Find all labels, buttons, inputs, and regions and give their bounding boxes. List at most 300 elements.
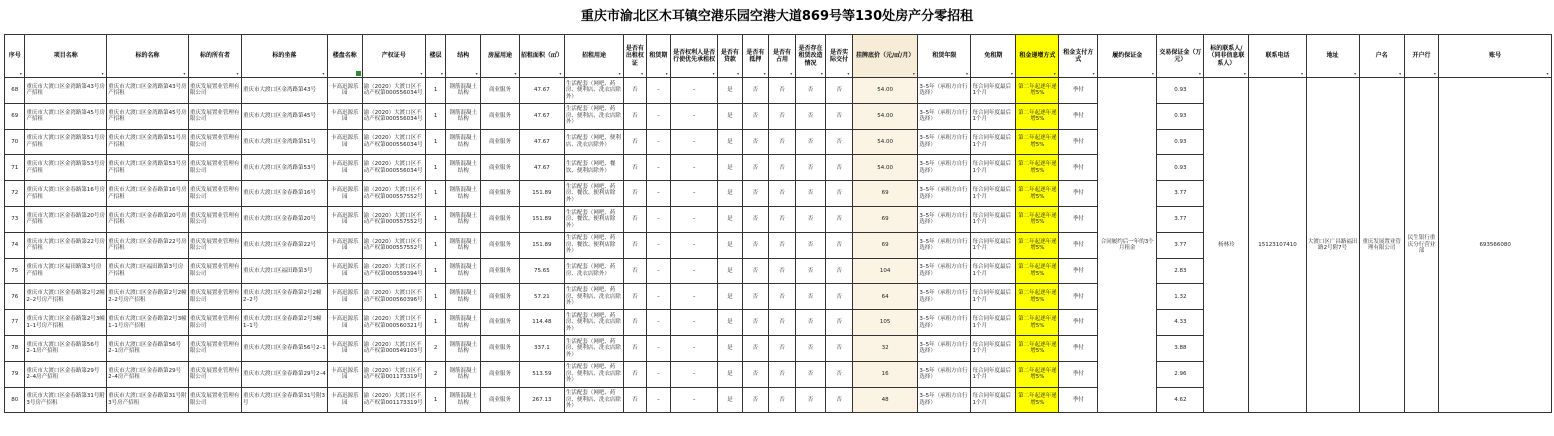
- cell-payment[interactable]: 季付: [1059, 258, 1098, 284]
- cell-c5[interactable]: 否: [742, 181, 769, 207]
- cell-structure[interactable]: 钢筋混凝土结构: [446, 387, 481, 413]
- cell-increase[interactable]: 第二年起逐年递增5%: [1016, 284, 1059, 310]
- cell-price[interactable]: 54.00: [852, 155, 917, 181]
- cell-area[interactable]: 267.13: [519, 387, 564, 413]
- cell-area[interactable]: 151.89: [519, 232, 564, 258]
- cell-floor[interactable]: 1: [425, 387, 445, 413]
- cell-c7[interactable]: 否: [795, 335, 826, 361]
- cell-use[interactable]: 商业服务: [481, 103, 520, 129]
- cell-location[interactable]: 重庆市大渡口区金湾路第45号: [242, 103, 328, 129]
- cell-use[interactable]: 商业服务: [481, 284, 520, 310]
- cell-location[interactable]: 重庆市大渡口区金湾路第43号: [242, 78, 328, 104]
- cell-no[interactable]: 72: [5, 181, 25, 207]
- cell-use[interactable]: 商业服务: [481, 129, 520, 155]
- cell-c4[interactable]: 是: [718, 155, 743, 181]
- cell-floor[interactable]: 1: [425, 155, 445, 181]
- cell-area[interactable]: 75.65: [519, 258, 564, 284]
- cell-target[interactable]: 重庆市大渡口区金春路第29号2–4房产招租: [107, 361, 189, 387]
- col-header[interactable]: 序号 ▾: [5, 35, 25, 78]
- cell-owner[interactable]: 重庆发展置业管理有限公司: [188, 258, 241, 284]
- col-header[interactable]: 是否有贷款 ▾: [718, 35, 743, 78]
- cell-payment[interactable]: 季付: [1059, 129, 1098, 155]
- cell-building[interactable]: 卡高迅源乐园: [327, 181, 362, 207]
- cell-structure[interactable]: 钢筋混凝土结构: [446, 129, 481, 155]
- cell-payment[interactable]: 季付: [1059, 206, 1098, 232]
- cell-free[interactable]: 每合同年度最后1个月: [971, 335, 1016, 361]
- cell-owner[interactable]: 重庆发展置业管理有限公司: [188, 206, 241, 232]
- col-header[interactable]: 标的坐落 ▾: [242, 35, 328, 78]
- cell-location[interactable]: 重庆市大渡口区金春路第22号: [242, 232, 328, 258]
- cell-c2[interactable]: –: [646, 155, 671, 181]
- cell-structure[interactable]: 钢筋混凝土结构: [446, 335, 481, 361]
- cell-c5[interactable]: 否: [742, 78, 769, 104]
- cell-c8[interactable]: 否: [826, 181, 853, 207]
- cell-no[interactable]: 73: [5, 206, 25, 232]
- cell-area[interactable]: 513.59: [519, 361, 564, 387]
- cell-c4[interactable]: 是: [718, 206, 743, 232]
- cell-free[interactable]: 每合同年度最后1个月: [971, 129, 1016, 155]
- cell-c1[interactable]: 否: [624, 103, 646, 129]
- cell-c2[interactable]: –: [646, 284, 671, 310]
- col-header[interactable]: 标的名称 ▾: [107, 35, 189, 78]
- cell-structure[interactable]: 钢筋混凝土结构: [446, 284, 481, 310]
- cell-cert[interactable]: 渝（2020）大渡口区不动产权第000559394号: [362, 258, 425, 284]
- col-header[interactable]: 项目名称 ▾: [25, 35, 107, 78]
- cell-c3[interactable]: –: [671, 129, 718, 155]
- cell-c1[interactable]: 否: [624, 387, 646, 413]
- cell-increase[interactable]: 第二年起逐年递增5%: [1016, 335, 1059, 361]
- cell-increase[interactable]: 第二年起逐年递增5%: [1016, 181, 1059, 207]
- cell-structure[interactable]: 钢筋混凝土结构: [446, 232, 481, 258]
- cell-c2[interactable]: –: [646, 206, 671, 232]
- cell-payment[interactable]: 季付: [1059, 310, 1098, 336]
- cell-price[interactable]: 69: [852, 206, 917, 232]
- cell-area[interactable]: 151.89: [519, 181, 564, 207]
- cell-cert[interactable]: 渝（2020）大渡口区不动产权第000557552号: [362, 206, 425, 232]
- cell-deposit[interactable]: 4.62: [1157, 387, 1204, 413]
- col-header[interactable]: 地址 ▾: [1306, 35, 1359, 78]
- cell-c1[interactable]: 否: [624, 361, 646, 387]
- col-header[interactable]: 房屋用途 ▾: [481, 35, 520, 78]
- cell-c4[interactable]: 是: [718, 103, 743, 129]
- cell-price[interactable]: 16: [852, 361, 917, 387]
- cell-floor[interactable]: 1: [425, 129, 445, 155]
- cell-building[interactable]: 卡高迅源乐园: [327, 129, 362, 155]
- cell-c8[interactable]: 否: [826, 310, 853, 336]
- col-header[interactable]: 楼盘名称: [327, 35, 362, 78]
- cell-c4[interactable]: 是: [718, 310, 743, 336]
- cell-structure[interactable]: 钢筋混凝土结构: [446, 155, 481, 181]
- col-header[interactable]: 租金递增方式 ▾: [1016, 35, 1059, 78]
- cell-building[interactable]: 卡高迅源乐园: [327, 206, 362, 232]
- cell-use[interactable]: 商业服务: [481, 387, 520, 413]
- cell-target[interactable]: 重庆市大渡口区金湾路第43号房产招租: [107, 78, 189, 104]
- cell-payment[interactable]: 季付: [1059, 335, 1098, 361]
- cell-cert[interactable]: 渝（2020）大渡口区不动产权第000556034号: [362, 78, 425, 104]
- col-header[interactable]: 联系电话 ▾: [1249, 35, 1306, 78]
- cell-c3[interactable]: –: [671, 310, 718, 336]
- cell-cert[interactable]: 渝（2020）大渡口区不动产权第000556034号: [362, 103, 425, 129]
- cell-increase[interactable]: 第二年起逐年递增5%: [1016, 232, 1059, 258]
- cell-purpose[interactable]: 生活配套（网吧、药房、便利店、洗衣店除外）: [564, 361, 623, 387]
- cell-project[interactable]: 重庆市大渡口区金春路第31号附3号房产招租: [25, 387, 107, 413]
- cell-c8[interactable]: 否: [826, 232, 853, 258]
- cell-purpose[interactable]: 生活配套（网吧、药房、便利店、洗衣店除外）: [564, 387, 623, 413]
- cell-structure[interactable]: 钢筋混凝土结构: [446, 206, 481, 232]
- cell-c3[interactable]: –: [671, 155, 718, 181]
- cell-project[interactable]: 重庆市大渡口区金春路第56号2–1房产招租: [25, 335, 107, 361]
- cell-structure[interactable]: 钢筋混凝土结构: [446, 181, 481, 207]
- cell-increase[interactable]: 第二年起逐年递增5%: [1016, 155, 1059, 181]
- cell-building[interactable]: 卡高迅源乐园: [327, 284, 362, 310]
- cell-price[interactable]: 104: [852, 258, 917, 284]
- cell-free[interactable]: 每合同年度最后1个月: [971, 232, 1016, 258]
- cell-cert[interactable]: 渝（2020）大渡口区不动产权第001173319号: [362, 387, 425, 413]
- cell-price[interactable]: 64: [852, 284, 917, 310]
- cell-location[interactable]: 重庆市大渡口区福田路第3号: [242, 258, 328, 284]
- cell-use[interactable]: 商业服务: [481, 78, 520, 104]
- cell-project[interactable]: 重庆市大渡口区金湾路第43号房产招租: [25, 78, 107, 104]
- cell-location[interactable]: 重庆市大渡口区金春路第2号2幢2–2号: [242, 284, 328, 310]
- cell-purpose[interactable]: 生活配套（网吧、药房、餐饮、便利店除外）: [564, 206, 623, 232]
- cell-increase[interactable]: 第二年起逐年递增5%: [1016, 206, 1059, 232]
- cell-c7[interactable]: 否: [795, 78, 826, 104]
- cell-target[interactable]: 重庆市大渡口区金春路第20号房产招租: [107, 206, 189, 232]
- cell-target[interactable]: 重庆市大渡口区金湾路第53号房产招租: [107, 155, 189, 181]
- cell-c6[interactable]: 否: [769, 310, 796, 336]
- cell-c7[interactable]: 否: [795, 129, 826, 155]
- cell-owner[interactable]: 重庆发展置业管理有限公司: [188, 387, 241, 413]
- cell-c3[interactable]: –: [671, 335, 718, 361]
- cell-building[interactable]: 卡高迅源乐园: [327, 387, 362, 413]
- cell-deposit[interactable]: 1.32: [1157, 284, 1204, 310]
- cell-area[interactable]: 47.67: [519, 78, 564, 104]
- col-header[interactable]: 免租期 ▾: [971, 35, 1016, 78]
- cell-location[interactable]: 重庆市大渡口区金春路第2号3幢1–1号: [242, 310, 328, 336]
- cell-c2[interactable]: –: [646, 181, 671, 207]
- cell-free[interactable]: 每合同年度最后1个月: [971, 258, 1016, 284]
- cell-c6[interactable]: 否: [769, 387, 796, 413]
- cell-c4[interactable]: 是: [718, 387, 743, 413]
- cell-project[interactable]: 重庆市大渡口区金春路第2号3幢1–1号房产招租: [25, 310, 107, 336]
- cell-free[interactable]: 每合同年度最后1个月: [971, 387, 1016, 413]
- cell-increase[interactable]: 第二年起逐年递增5%: [1016, 361, 1059, 387]
- cell-c4[interactable]: 是: [718, 258, 743, 284]
- cell-c6[interactable]: 否: [769, 284, 796, 310]
- cell-c4[interactable]: 是: [718, 78, 743, 104]
- cell-target[interactable]: 重庆市大渡口区金春路第22号房产招租: [107, 232, 189, 258]
- cell-owner[interactable]: 重庆发展置业管理有限公司: [188, 103, 241, 129]
- cell-free[interactable]: 每合同年度最后1个月: [971, 78, 1016, 104]
- cell-c4[interactable]: 是: [718, 361, 743, 387]
- cell-c5[interactable]: 否: [742, 335, 769, 361]
- cell-c4[interactable]: 是: [718, 232, 743, 258]
- cell-price[interactable]: 54.00: [852, 129, 917, 155]
- cell-c2[interactable]: –: [646, 387, 671, 413]
- cell-use[interactable]: 商业服务: [481, 181, 520, 207]
- cell-c7[interactable]: 否: [795, 206, 826, 232]
- cell-use[interactable]: 商业服务: [481, 310, 520, 336]
- cell-c1[interactable]: 否: [624, 206, 646, 232]
- cell-project[interactable]: 重庆市大渡口区金湾路第45号房产招租: [25, 103, 107, 129]
- cell-no[interactable]: 74: [5, 232, 25, 258]
- col-header[interactable]: 交易保证金（万元） ▾: [1157, 35, 1204, 78]
- cell-target[interactable]: 重庆市大渡口区金春路第56号2–1房产招租: [107, 335, 189, 361]
- cell-free[interactable]: 每合同年度最后1个月: [971, 103, 1016, 129]
- cell-c7[interactable]: 否: [795, 232, 826, 258]
- cell-years[interactable]: 3–5年（承租方自行选择）: [918, 129, 971, 155]
- cell-c6[interactable]: 否: [769, 155, 796, 181]
- cell-no[interactable]: 77: [5, 310, 25, 336]
- cell-c6[interactable]: 否: [769, 258, 796, 284]
- col-header[interactable]: 楼层 ▾: [425, 35, 445, 78]
- cell-increase[interactable]: 第二年起逐年递增5%: [1016, 258, 1059, 284]
- cell-target[interactable]: 重庆市大渡口区金春路第2号2幢2–2号房产招租: [107, 284, 189, 310]
- cell-project[interactable]: 重庆市大渡口区金春路第2号2幢2–2号房产招租: [25, 284, 107, 310]
- cell-price[interactable]: 105: [852, 310, 917, 336]
- cell-floor[interactable]: 2: [425, 335, 445, 361]
- cell-no[interactable]: 80: [5, 387, 25, 413]
- cell-years[interactable]: 3–5年（承租方自行选择）: [918, 103, 971, 129]
- cell-payment[interactable]: 季付: [1059, 155, 1098, 181]
- cell-no[interactable]: 69: [5, 103, 25, 129]
- cell-purpose[interactable]: 生活配套（网吧、药房、餐饮、便利店除外）: [564, 232, 623, 258]
- cell-c6[interactable]: 否: [769, 206, 796, 232]
- cell-project[interactable]: 重庆市大渡口区金湾路第51号房产招租: [25, 129, 107, 155]
- cell-years[interactable]: 3–5年（承租方自行选择）: [918, 284, 971, 310]
- cell-deposit[interactable]: 2.96: [1157, 361, 1204, 387]
- cell-cert[interactable]: 渝（2020）大渡口区不动产权第000556034号: [362, 129, 425, 155]
- cell-no[interactable]: 68: [5, 78, 25, 104]
- col-header[interactable]: 租赁期 ▾: [646, 35, 671, 78]
- cell-increase[interactable]: 第二年起逐年递增5%: [1016, 387, 1059, 413]
- cell-cert[interactable]: 渝（2020）大渡口区不动产权第000557552号: [362, 181, 425, 207]
- cell-payment[interactable]: 季付: [1059, 361, 1098, 387]
- cell-no[interactable]: 70: [5, 129, 25, 155]
- cell-years[interactable]: 3–5年（承租方自行选择）: [918, 206, 971, 232]
- cell-c1[interactable]: 否: [624, 258, 646, 284]
- cell-structure[interactable]: 钢筋混凝土结构: [446, 78, 481, 104]
- cell-no[interactable]: 78: [5, 335, 25, 361]
- cell-c5[interactable]: 否: [742, 206, 769, 232]
- cell-deposit[interactable]: 3.77: [1157, 206, 1204, 232]
- cell-owner[interactable]: 重庆发展置业管理有限公司: [188, 361, 241, 387]
- cell-c6[interactable]: 否: [769, 232, 796, 258]
- cell-target[interactable]: 重庆市大渡口区金春路第2号3幢1–1号房产招租: [107, 310, 189, 336]
- cell-c7[interactable]: 否: [795, 310, 826, 336]
- cell-c6[interactable]: 否: [769, 181, 796, 207]
- cell-c3[interactable]: –: [671, 258, 718, 284]
- cell-c6[interactable]: 否: [769, 361, 796, 387]
- cell-free[interactable]: 每合同年度最后1个月: [971, 310, 1016, 336]
- cell-c3[interactable]: –: [671, 232, 718, 258]
- cell-years[interactable]: 3–5年（承租方自行选择）: [918, 387, 971, 413]
- cell-target[interactable]: 重庆市大渡口区金春路第31号附3号房产招租: [107, 387, 189, 413]
- filter-active-icon[interactable]: [356, 71, 361, 76]
- cell-c1[interactable]: 否: [624, 232, 646, 258]
- cell-c8[interactable]: 否: [826, 206, 853, 232]
- col-header[interactable]: 是否存在租赁改造情况 ▾: [795, 35, 826, 78]
- cell-no[interactable]: 76: [5, 284, 25, 310]
- cell-structure[interactable]: 钢筋混凝土结构: [446, 310, 481, 336]
- cell-floor[interactable]: 1: [425, 78, 445, 104]
- cell-c1[interactable]: 否: [624, 335, 646, 361]
- cell-c2[interactable]: –: [646, 335, 671, 361]
- col-header[interactable]: 开户行 ▾: [1404, 35, 1439, 78]
- cell-building[interactable]: 卡高迅源乐园: [327, 361, 362, 387]
- cell-c8[interactable]: 否: [826, 335, 853, 361]
- cell-performance-deposit[interactable]: 合同履约后一年的3个月租金: [1098, 78, 1157, 413]
- cell-payment[interactable]: 季付: [1059, 387, 1098, 413]
- col-header[interactable]: 账号 ▾: [1439, 35, 1552, 78]
- cell-area[interactable]: 47.67: [519, 155, 564, 181]
- cell-purpose[interactable]: 生活配套（网吧、餐饮、便利店除外）: [564, 155, 623, 181]
- cell-deposit[interactable]: 0.93: [1157, 155, 1204, 181]
- cell-area[interactable]: 151.89: [519, 206, 564, 232]
- cell-building[interactable]: 卡高迅源乐园: [327, 155, 362, 181]
- cell-project[interactable]: 重庆市大渡口区金湾路第53号房产招租: [25, 155, 107, 181]
- cell-price[interactable]: 54.00: [852, 103, 917, 129]
- cell-floor[interactable]: 1: [425, 206, 445, 232]
- cell-area[interactable]: 337.1: [519, 335, 564, 361]
- cell-price[interactable]: 32: [852, 335, 917, 361]
- cell-price[interactable]: 54.00: [852, 78, 917, 104]
- cell-structure[interactable]: 钢筋混凝土结构: [446, 103, 481, 129]
- cell-purpose[interactable]: 生活配套（网吧、药房、餐饮、便利店除外）: [564, 181, 623, 207]
- cell-c5[interactable]: 否: [742, 258, 769, 284]
- cell-owner[interactable]: 重庆发展置业管理有限公司: [188, 181, 241, 207]
- cell-deposit[interactable]: 3.77: [1157, 181, 1204, 207]
- cell-years[interactable]: 3–5年（承租方自行选择）: [918, 232, 971, 258]
- cell-c7[interactable]: 否: [795, 361, 826, 387]
- cell-project[interactable]: 重庆市大渡口区金春路第22号房产招租: [25, 232, 107, 258]
- cell-address[interactable]: 大渡口区广昌路福田路2号附7号: [1306, 78, 1359, 413]
- cell-c1[interactable]: 否: [624, 155, 646, 181]
- cell-floor[interactable]: 1: [425, 181, 445, 207]
- cell-cert[interactable]: 渝（2020）大渡口区不动产权第001173319号: [362, 361, 425, 387]
- cell-building[interactable]: 卡高迅源乐园: [327, 310, 362, 336]
- cell-project[interactable]: 重庆市大渡口区金春路第20号房产招租: [25, 206, 107, 232]
- cell-c3[interactable]: –: [671, 284, 718, 310]
- cell-c2[interactable]: –: [646, 232, 671, 258]
- cell-account-name[interactable]: 重庆发展置业管理有限公司: [1359, 78, 1404, 413]
- cell-floor[interactable]: 1: [425, 310, 445, 336]
- cell-years[interactable]: 3–5年（承租方自行选择）: [918, 361, 971, 387]
- cell-c5[interactable]: 否: [742, 155, 769, 181]
- cell-floor[interactable]: 1: [425, 232, 445, 258]
- cell-c6[interactable]: 否: [769, 335, 796, 361]
- cell-deposit[interactable]: 2.83: [1157, 258, 1204, 284]
- cell-free[interactable]: 每合同年度最后1个月: [971, 284, 1016, 310]
- cell-price[interactable]: 69: [852, 232, 917, 258]
- cell-c7[interactable]: 否: [795, 258, 826, 284]
- cell-no[interactable]: 71: [5, 155, 25, 181]
- cell-owner[interactable]: 重庆发展置业管理有限公司: [188, 78, 241, 104]
- cell-location[interactable]: 重庆市大渡口区金春路第16号: [242, 181, 328, 207]
- cell-c2[interactable]: –: [646, 78, 671, 104]
- col-header[interactable]: 是否权利人是否行使优先承租权 ▾: [671, 35, 718, 78]
- cell-increase[interactable]: 第二年起逐年递增5%: [1016, 103, 1059, 129]
- cell-price[interactable]: 48: [852, 387, 917, 413]
- cell-c3[interactable]: –: [671, 361, 718, 387]
- col-header[interactable]: 产权证号 ▾: [362, 35, 425, 78]
- cell-c5[interactable]: 否: [742, 284, 769, 310]
- cell-c1[interactable]: 否: [624, 181, 646, 207]
- cell-purpose[interactable]: 生活配套（网吧、便利店、洗衣店除外）: [564, 129, 623, 155]
- cell-structure[interactable]: 钢筋混凝土结构: [446, 258, 481, 284]
- cell-account-no[interactable]: 693566080: [1439, 78, 1552, 413]
- cell-project[interactable]: 重庆市大渡口区金春路第16号房产招租: [25, 181, 107, 207]
- cell-owner[interactable]: 重庆发展置业管理有限公司: [188, 129, 241, 155]
- cell-c2[interactable]: –: [646, 310, 671, 336]
- cell-free[interactable]: 每合同年度最后1个月: [971, 155, 1016, 181]
- cell-structure[interactable]: 钢筋混凝土结构: [446, 361, 481, 387]
- col-header[interactable]: 是否实际交付 ▾: [826, 35, 853, 78]
- cell-c4[interactable]: 是: [718, 181, 743, 207]
- cell-cert[interactable]: 渝（2020）大渡口区不动产权第000557552号: [362, 232, 425, 258]
- cell-c7[interactable]: 否: [795, 155, 826, 181]
- cell-c6[interactable]: 否: [769, 103, 796, 129]
- cell-deposit[interactable]: 4.33: [1157, 310, 1204, 336]
- cell-c2[interactable]: –: [646, 258, 671, 284]
- cell-years[interactable]: 3–5年（承租方自行选择）: [918, 258, 971, 284]
- cell-payment[interactable]: 季付: [1059, 284, 1098, 310]
- cell-c8[interactable]: 否: [826, 284, 853, 310]
- cell-floor[interactable]: 1: [425, 103, 445, 129]
- cell-location[interactable]: 重庆市大渡口区金春路第20号: [242, 206, 328, 232]
- cell-use[interactable]: 商业服务: [481, 206, 520, 232]
- cell-c6[interactable]: 否: [769, 78, 796, 104]
- cell-years[interactable]: 3–5年（承租方自行选择）: [918, 310, 971, 336]
- cell-c1[interactable]: 否: [624, 129, 646, 155]
- cell-c5[interactable]: 否: [742, 129, 769, 155]
- cell-years[interactable]: 3–5年（承租方自行选择）: [918, 335, 971, 361]
- cell-c8[interactable]: 否: [826, 361, 853, 387]
- col-header[interactable]: 招租用途 ▾: [564, 35, 623, 78]
- cell-deposit[interactable]: 3.77: [1157, 232, 1204, 258]
- cell-area[interactable]: 47.67: [519, 129, 564, 155]
- cell-no[interactable]: 75: [5, 258, 25, 284]
- cell-area[interactable]: 57.21: [519, 284, 564, 310]
- cell-cert[interactable]: 渝（2020）大渡口区不动产权第000549103号: [362, 335, 425, 361]
- cell-purpose[interactable]: 生活配套（网吧、药房、便利店、洗衣店除外）: [564, 78, 623, 104]
- col-header[interactable]: 结构 ▾: [446, 35, 481, 78]
- cell-c4[interactable]: 是: [718, 284, 743, 310]
- cell-no[interactable]: 79: [5, 361, 25, 387]
- cell-building[interactable]: 卡高迅源乐园: [327, 258, 362, 284]
- col-header[interactable]: 是否有出租权证 ▾: [624, 35, 646, 78]
- cell-area[interactable]: 114.48: [519, 310, 564, 336]
- cell-area[interactable]: 47.67: [519, 103, 564, 129]
- cell-years[interactable]: 3–5年（承租方自行选择）: [918, 78, 971, 104]
- cell-increase[interactable]: 第二年起逐年递增5%: [1016, 310, 1059, 336]
- cell-purpose[interactable]: 生活配套（网吧、药房、便利店、洗衣店除外）: [564, 335, 623, 361]
- cell-increase[interactable]: 第二年起逐年递增5%: [1016, 78, 1059, 104]
- cell-cert[interactable]: 渝（2020）大渡口区不动产权第000556034号: [362, 155, 425, 181]
- cell-c2[interactable]: –: [646, 129, 671, 155]
- cell-bank[interactable]: 民生银行重庆分行营业部: [1404, 78, 1439, 413]
- cell-contact[interactable]: 杨林玲: [1204, 78, 1249, 413]
- cell-c5[interactable]: 否: [742, 103, 769, 129]
- cell-location[interactable]: 重庆市大渡口区金湾路第51号: [242, 129, 328, 155]
- cell-project[interactable]: 重庆市大渡口区福田路第3号房产招租: [25, 258, 107, 284]
- cell-c8[interactable]: 否: [826, 258, 853, 284]
- cell-c3[interactable]: –: [671, 78, 718, 104]
- col-header[interactable]: 租金支付方式 ▾: [1059, 35, 1098, 78]
- col-header[interactable]: 租赁年限 ▾: [918, 35, 971, 78]
- cell-deposit[interactable]: 3.88: [1157, 335, 1204, 361]
- cell-free[interactable]: 每合同年度最后1个月: [971, 206, 1016, 232]
